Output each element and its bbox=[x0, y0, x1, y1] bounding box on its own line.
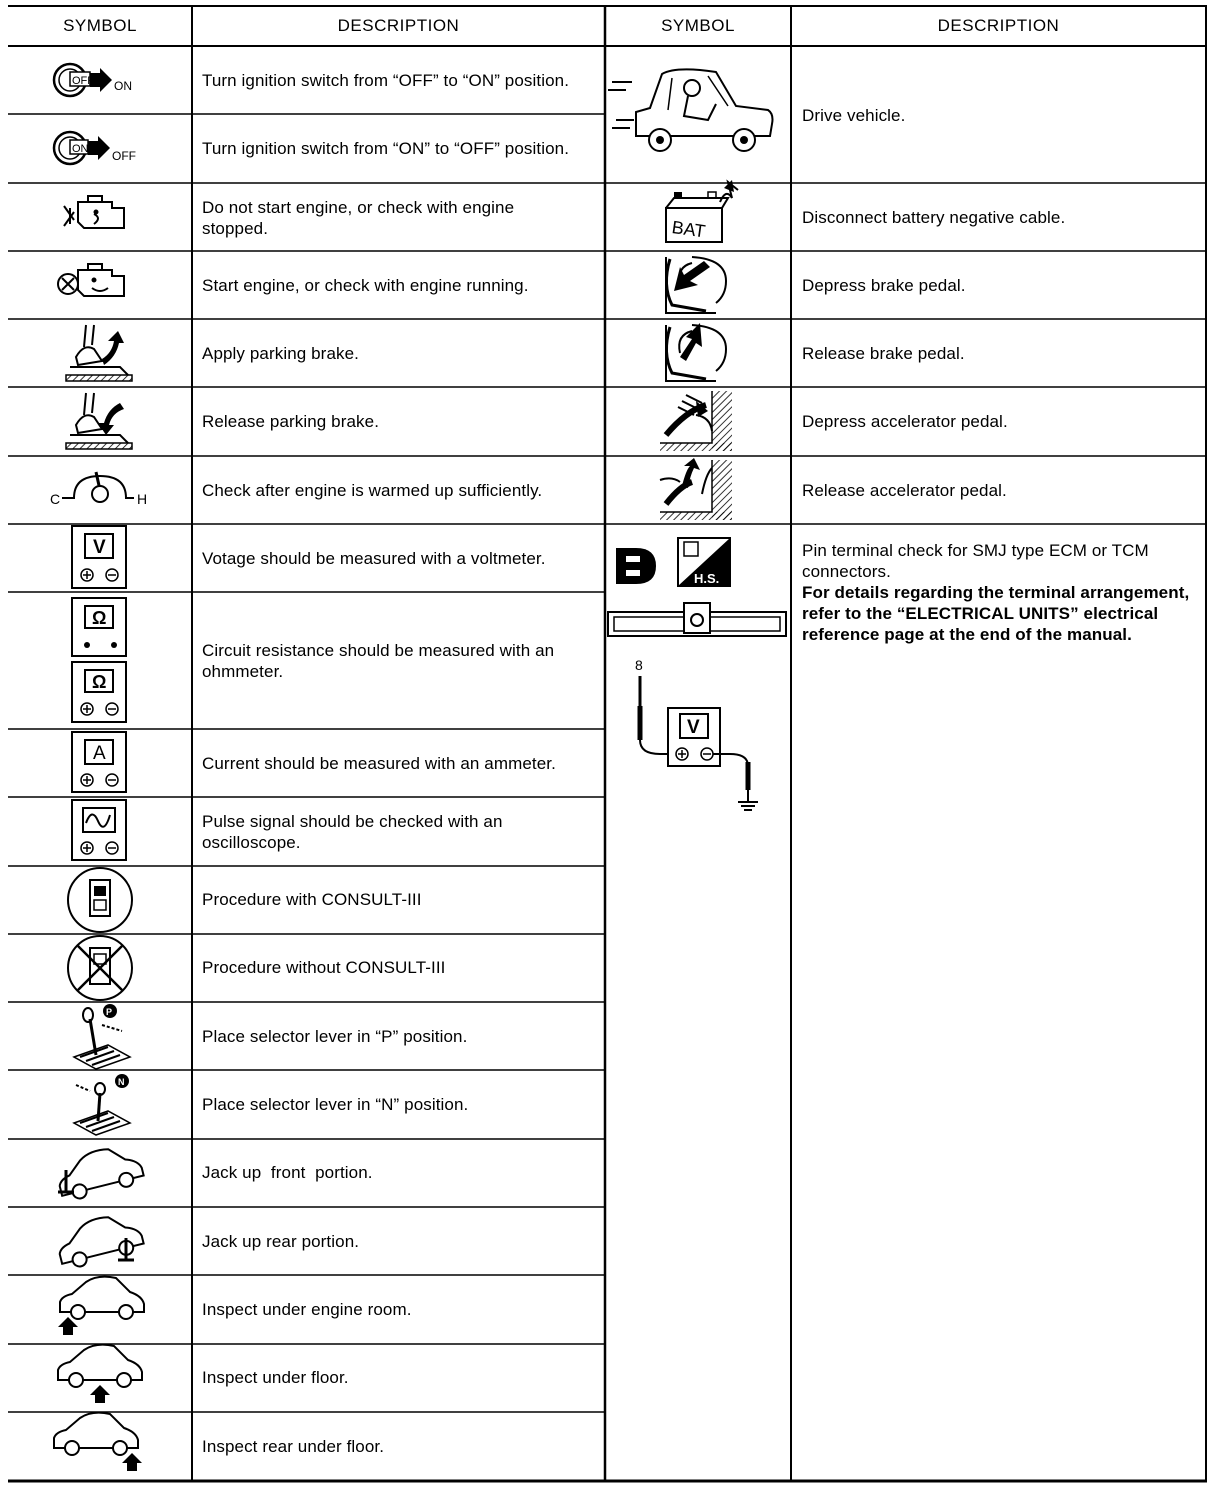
release-accelerator-icon bbox=[660, 458, 732, 520]
temp-cold-label: C bbox=[50, 491, 61, 507]
table-row-description: Procedure with CONSULT-III bbox=[202, 890, 422, 909]
no-consult-icon bbox=[68, 936, 132, 1000]
voltmeter-v-label: V bbox=[93, 537, 106, 558]
voltmeter-icon bbox=[72, 526, 126, 588]
table-row-description: Place selector lever in “P” position. bbox=[202, 1027, 468, 1046]
table-row-description: Inspect under floor. bbox=[202, 1368, 349, 1387]
left-symbol-header: SYMBOL bbox=[63, 16, 137, 35]
temp-hot-label: H bbox=[137, 491, 148, 507]
engine-stopped-icon bbox=[64, 196, 124, 228]
terminal-number-label: 8 bbox=[635, 657, 643, 673]
table-row-description: Place selector lever in “N” position. bbox=[202, 1095, 469, 1114]
jack-up-rear-icon bbox=[54, 1209, 146, 1270]
depress-accelerator-icon bbox=[660, 391, 732, 451]
drive-vehicle-icon bbox=[608, 69, 773, 151]
table-row-description: Release brake pedal. bbox=[802, 344, 965, 363]
right-symbol-header: SYMBOL bbox=[661, 16, 735, 35]
temperature-gauge-icon bbox=[50, 472, 147, 507]
table-row-description: Jack up front portion. bbox=[202, 1163, 373, 1182]
table-row-description: Disconnect battery negative cable. bbox=[802, 208, 1066, 227]
ohmmeter-omega-label: Ω bbox=[92, 608, 107, 628]
ohmmeter-omega-label-2: Ω bbox=[92, 672, 107, 692]
depress-brake-pedal-icon bbox=[666, 257, 726, 313]
table-row-description: Circuit resistance should be measured with an ohmmeter. bbox=[202, 641, 555, 681]
oscilloscope-icon bbox=[72, 800, 126, 860]
selector-lever-p-icon bbox=[74, 1004, 130, 1069]
ignition-off-label-2: OFF bbox=[112, 149, 136, 163]
table-row-description: Release parking brake. bbox=[202, 412, 380, 431]
inspect-floor-icon bbox=[58, 1345, 142, 1403]
ignition-off-to-on-icon bbox=[54, 64, 132, 96]
ignition-on-to-off-icon bbox=[54, 132, 136, 164]
table-row-description: Turn ignition switch from “OFF” to “ON” position. bbox=[202, 71, 570, 90]
table-row-description: Inspect under engine room. bbox=[202, 1300, 412, 1319]
table-row-description: Start engine, or check with engine running. bbox=[202, 276, 529, 295]
pin-terminal-check-icon bbox=[608, 538, 786, 810]
ammeter-a-label: A bbox=[93, 743, 106, 764]
release-parking-brake-icon bbox=[66, 393, 132, 449]
battery-disconnect-icon bbox=[666, 180, 738, 242]
table-row-description: Current should be measured with an ammeter. bbox=[202, 754, 556, 773]
table-row-description: Do not start engine, or check with engine stopped. bbox=[202, 198, 515, 238]
ignition-off-label: OFF bbox=[72, 75, 94, 87]
ohmmeter-icon bbox=[72, 598, 126, 722]
left-description-header: DESCRIPTION bbox=[337, 16, 460, 35]
selector-lever-n-icon bbox=[74, 1074, 130, 1135]
inspect-rear-floor-icon bbox=[54, 1413, 142, 1471]
table-row-description: Procedure without CONSULT-III bbox=[202, 958, 446, 977]
table-row-description: Inspect rear under floor. bbox=[202, 1437, 385, 1456]
table-row-description: Drive vehicle. bbox=[802, 106, 906, 125]
table-row-description: Depress accelerator pedal. bbox=[802, 412, 1008, 431]
ammeter-icon bbox=[72, 732, 126, 792]
right-description-header: DESCRIPTION bbox=[937, 16, 1060, 35]
ignition-on-label: ON bbox=[114, 79, 132, 93]
hs-label: H.S. bbox=[694, 571, 720, 586]
table-row-description: Apply parking brake. bbox=[202, 344, 359, 363]
table-row-description: Turn ignition switch from “ON” to “OFF” position. bbox=[202, 139, 570, 158]
table-row-description: Pulse signal should be checked with an oscilloscope. bbox=[202, 812, 503, 852]
table-row-description: Release accelerator pedal. bbox=[802, 481, 1007, 500]
selector-n-label: N bbox=[118, 1077, 125, 1087]
table-row-description: Depress brake pedal. bbox=[802, 276, 966, 295]
pin-check-v-label: V bbox=[687, 717, 700, 738]
table-row-description: Jack up rear portion. bbox=[202, 1232, 360, 1251]
table-row-description: Check after engine is warmed up sufficiently. bbox=[202, 481, 543, 500]
table-row-note: For details regarding the terminal arrangement, refer to the “ELECTRICAL UNITS” electrical reference page at the end of the manual. bbox=[802, 583, 1190, 644]
table-row-description: Votage should be measured with a voltmeter. bbox=[202, 549, 546, 568]
ignition-on-label-2: ON bbox=[72, 143, 89, 155]
table-row-description: Pin terminal check for SMJ type ECM or TCM connectors. bbox=[802, 541, 1149, 581]
release-brake-pedal-icon bbox=[666, 323, 726, 381]
jack-up-front-icon bbox=[54, 1141, 146, 1202]
selector-p-label: P bbox=[106, 1007, 113, 1017]
consult-icon bbox=[68, 868, 132, 932]
inspect-engine-room-icon bbox=[58, 1277, 144, 1335]
apply-parking-brake-icon bbox=[66, 325, 132, 381]
battery-label: BAT bbox=[670, 217, 707, 242]
engine-running-icon bbox=[58, 264, 124, 296]
